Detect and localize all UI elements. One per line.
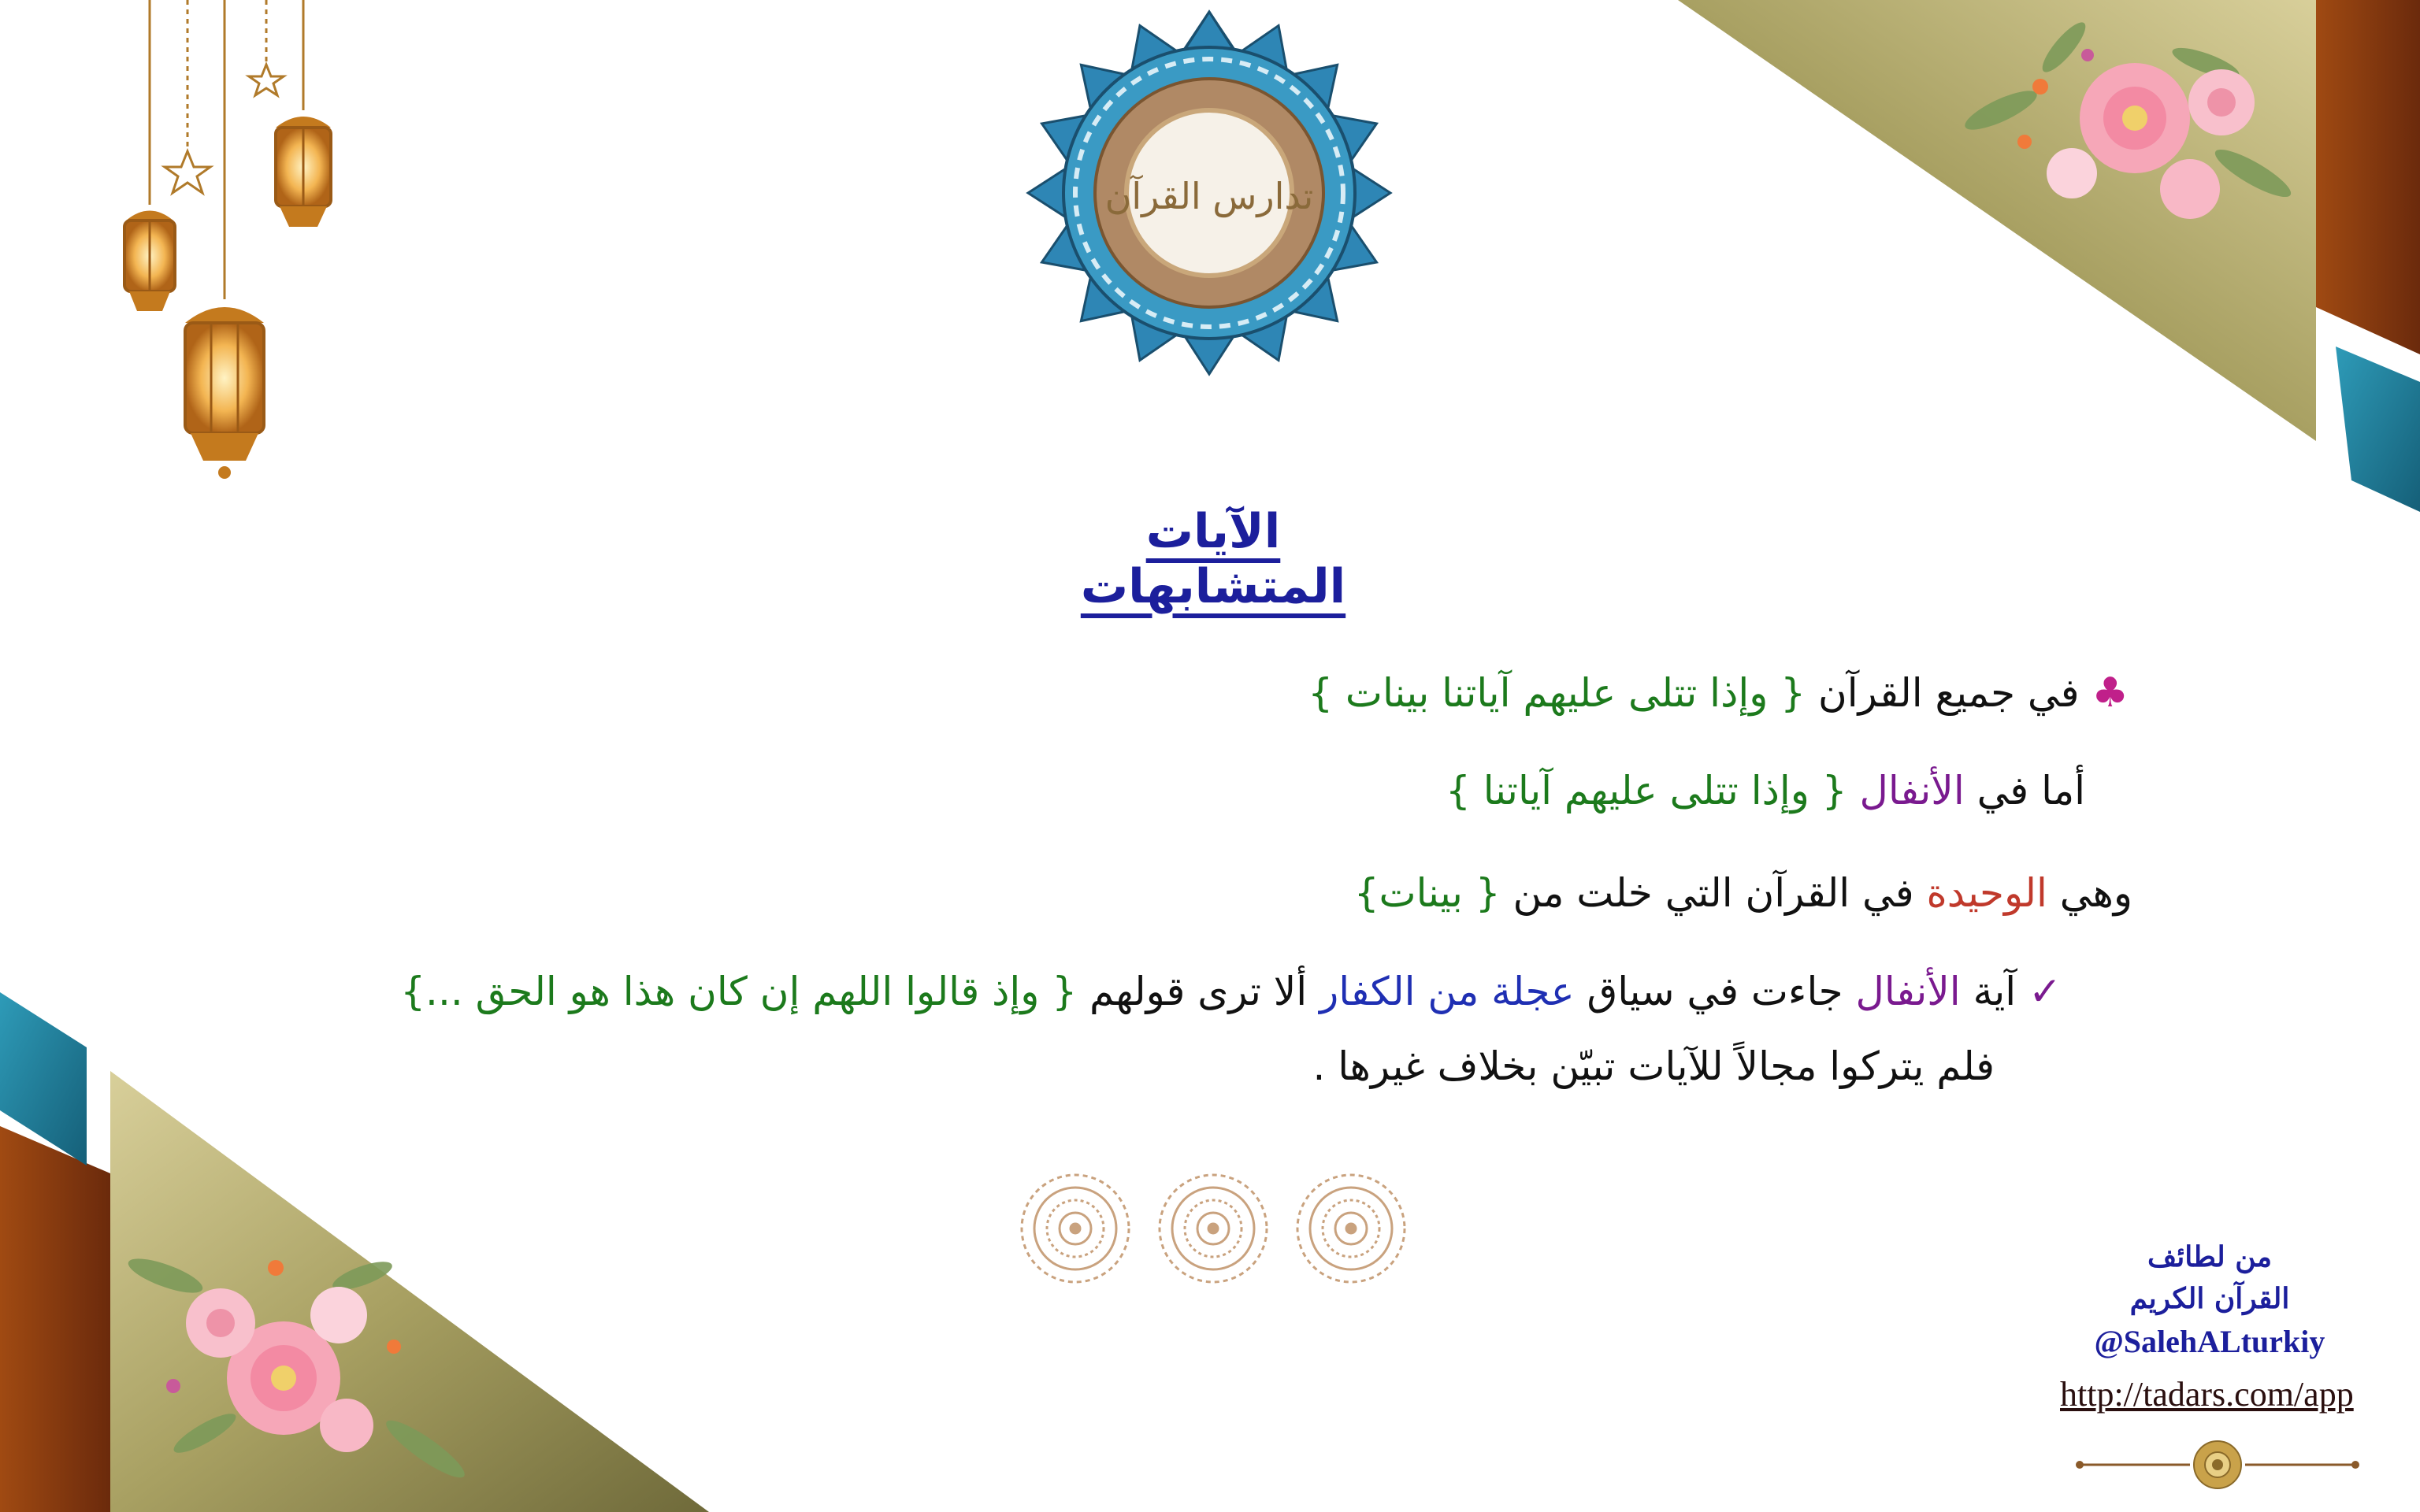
logo-calligraphy: تدارس القرآن bbox=[1104, 175, 1314, 217]
lantern-large bbox=[185, 307, 264, 479]
rosette-ornament-icon bbox=[1016, 1169, 1410, 1288]
line2-surah: الأنفال bbox=[1859, 768, 1965, 813]
text-line-1 bbox=[1308, 669, 2129, 717]
line2-verse: { وإذا تتلى عليهم آياتنا } bbox=[1446, 768, 1847, 813]
line3-unique: الوحيدة bbox=[1926, 870, 2047, 916]
line3-prefix: وهي bbox=[2047, 870, 2132, 916]
text-line-5: فلم يتركوا مجالاً للآيات تبيّن بخلاف غيرها . bbox=[1312, 1043, 1995, 1089]
club-bullet-icon: ♣ bbox=[2092, 669, 2129, 717]
website-link[interactable]: http://tadars.com/app bbox=[2060, 1375, 2354, 1414]
line4-surah: الأنفال bbox=[1855, 969, 1961, 1014]
mandala-medallion-icon bbox=[1024, 8, 1394, 378]
right-teal-stripe bbox=[2336, 346, 2420, 512]
credit-line-1: من لطائف bbox=[2147, 1240, 2272, 1273]
ornamental-divider-icon bbox=[2072, 1429, 2363, 1500]
hanging-lanterns-icon bbox=[95, 0, 362, 488]
lantern-small bbox=[124, 211, 175, 312]
star-icon bbox=[165, 151, 210, 193]
bottom-left-brown-band bbox=[0, 1126, 110, 1512]
flower-bouquet-icon bbox=[1954, 16, 2316, 244]
line4-verse: { وإذ قالوا اللهم إن كان هذا هو الحق ...} bbox=[400, 969, 1078, 1014]
text-line-3 bbox=[1354, 870, 2132, 916]
line3-verse: { بينات} bbox=[1353, 870, 1501, 916]
credit-line-2: القرآن الكريم bbox=[2129, 1282, 2290, 1315]
star-icon bbox=[249, 65, 284, 95]
lantern-medium bbox=[276, 117, 331, 227]
line3-middle: في القرآن التي خلت من bbox=[1500, 870, 1927, 916]
line4-haste: عجلة من الكفار bbox=[1319, 969, 1575, 1014]
twitter-handle: @SalehALturkiy bbox=[2094, 1324, 2325, 1359]
line2-prefix: أما في bbox=[1964, 768, 2085, 813]
line1-prefix: في جميع القرآن bbox=[1806, 670, 2080, 716]
text-line-4: ✓ آية الأنفال جاءت في سياق عجلة من الكفار ألا ترى قولهم { وإذ قالوا اللهم إن كان هذا هو الحق ...} bbox=[400, 969, 2062, 1014]
page-title: الآيات المتشابهات bbox=[1080, 504, 1346, 614]
line1-verse: { وإذا تتلى عليهم آياتنا بينات } bbox=[1308, 670, 1806, 716]
text-line-2 bbox=[1446, 768, 2085, 813]
top-right-brown-band bbox=[2316, 0, 2420, 354]
flower-bouquet-icon bbox=[126, 1228, 473, 1496]
check-bullet-icon: ✓ bbox=[2028, 969, 2062, 1014]
